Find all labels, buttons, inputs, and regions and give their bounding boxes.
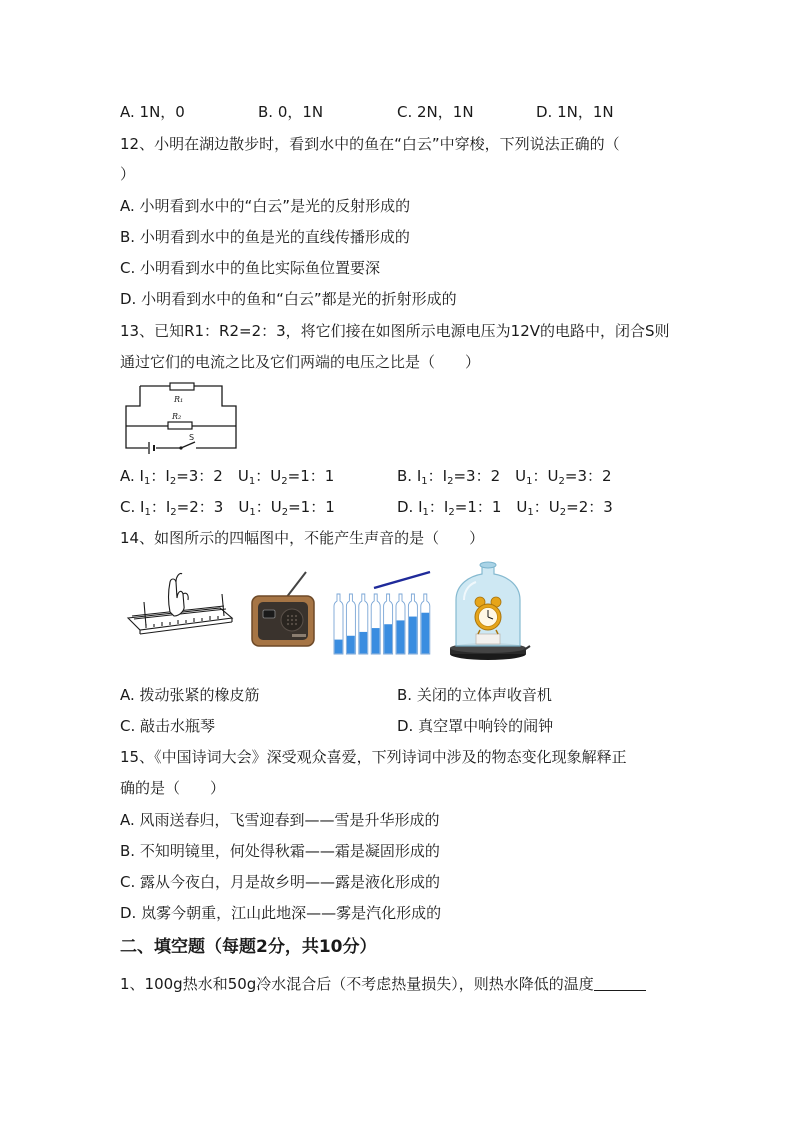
q12-stem-line2: ）	[120, 165, 136, 183]
q13-stem-line2: 通过它们的电流之比及它们两端的电压之比是（ ）	[120, 353, 481, 371]
resistor-r1	[170, 383, 194, 390]
resistor-r1-label: R₁	[174, 395, 184, 404]
water-bottle	[334, 594, 343, 654]
section-title: 二、填空题（每题2分，共10分）	[120, 937, 377, 957]
radio-figure	[246, 570, 320, 650]
q14-option-b: B. 关闭的立体声收音机	[397, 686, 552, 704]
water-bottle	[408, 594, 417, 654]
water-bottle	[359, 594, 368, 654]
q14-option-d: D. 真空罩中响铃的闹钟	[397, 717, 554, 735]
q13-option-a: A. $I_1$：$I_2=3$：2 $U_1$：$U_2=1$：1	[120, 467, 335, 487]
fill1-stem: 1、100g热水和50g冷水混合后（不考虑热量损失），则热水降低的温度	[120, 974, 646, 994]
bell-jar-figure	[446, 560, 530, 664]
resistor-r2	[168, 422, 192, 429]
q12-option-c: C. 小明看到水中的鱼比实际鱼位置要深	[120, 259, 381, 277]
water-bottle	[346, 594, 355, 654]
q11-option-a: A. 1N，0	[120, 103, 185, 121]
switch-label: S	[189, 433, 195, 442]
q13-stem-line1: 13、已知R1：R2=2：3，将它们接在如图所示电源电压为12V的电路中，闭合S则	[120, 322, 670, 340]
q12-stem-line1: 12、小明在湖边散步时，看到水中的鱼在“白云”中穿梭，下列说法正确的（	[120, 135, 620, 153]
q12-option-b: B. 小明看到水中的鱼是光的直线传播形成的	[120, 228, 410, 246]
water-bottle	[384, 594, 393, 654]
q15-stem-line1: 15、《中国诗词大会》深受观众喜爱，下列诗词中涉及的物态变化现象解释正	[120, 748, 627, 766]
water-bottle	[421, 594, 430, 654]
q15-option-d: D. 岚雾今朝重，江山此地深——雾是汽化形成的	[120, 904, 442, 922]
q11-option-b: B. 0，1N	[258, 103, 324, 121]
water-bottle	[371, 594, 380, 654]
q11-option-d: D. 1N，1N	[536, 103, 614, 121]
q15-option-c: C. 露从今夜白，月是故乡明——露是液化形成的	[120, 873, 441, 891]
water-bottle	[396, 594, 405, 654]
q11-option-c: C. 2N，1N	[397, 103, 474, 121]
fill1-answer-blank[interactable]	[594, 974, 646, 991]
water-bottles-figure	[330, 570, 434, 658]
q14-option-a: A. 拨动张紧的橡皮筋	[120, 686, 260, 704]
q14-stem: 14、如图所示的四幅图中，不能产生声音的是（ ）	[120, 529, 485, 547]
q15-stem-line2: 确的是（ ）	[120, 779, 226, 797]
q13-option-c: C. $I_1$：$I_2=2$：3 $U_1$：$U_2=1$：1	[120, 498, 335, 518]
q14-option-c: C. 敲击水瓶琴	[120, 717, 216, 735]
q13-option-b: B. $I_1$：$I_2=3$：2 $U_1$：$U_2=3$：2	[397, 467, 612, 487]
rubber-band-figure	[124, 572, 236, 644]
q12-option-d: D. 小明看到水中的鱼和“白云”都是光的折射形成的	[120, 290, 457, 308]
circuit-diagram	[118, 380, 240, 454]
q15-option-b: B. 不知明镜里，何处得秋霜——霜是凝固形成的	[120, 842, 440, 860]
q12-option-a: A. 小明看到水中的“白云”是光的反射形成的	[120, 197, 411, 215]
striking-stick	[374, 572, 430, 588]
q15-option-a: A. 风雨送春归，飞雪迎春到——雪是升华形成的	[120, 811, 440, 829]
q13-option-d: D. $I_1$：$I_2=1$：1 $U_1$：$U_2=2$：3	[397, 498, 613, 518]
resistor-r2-label: R₂	[172, 412, 182, 421]
